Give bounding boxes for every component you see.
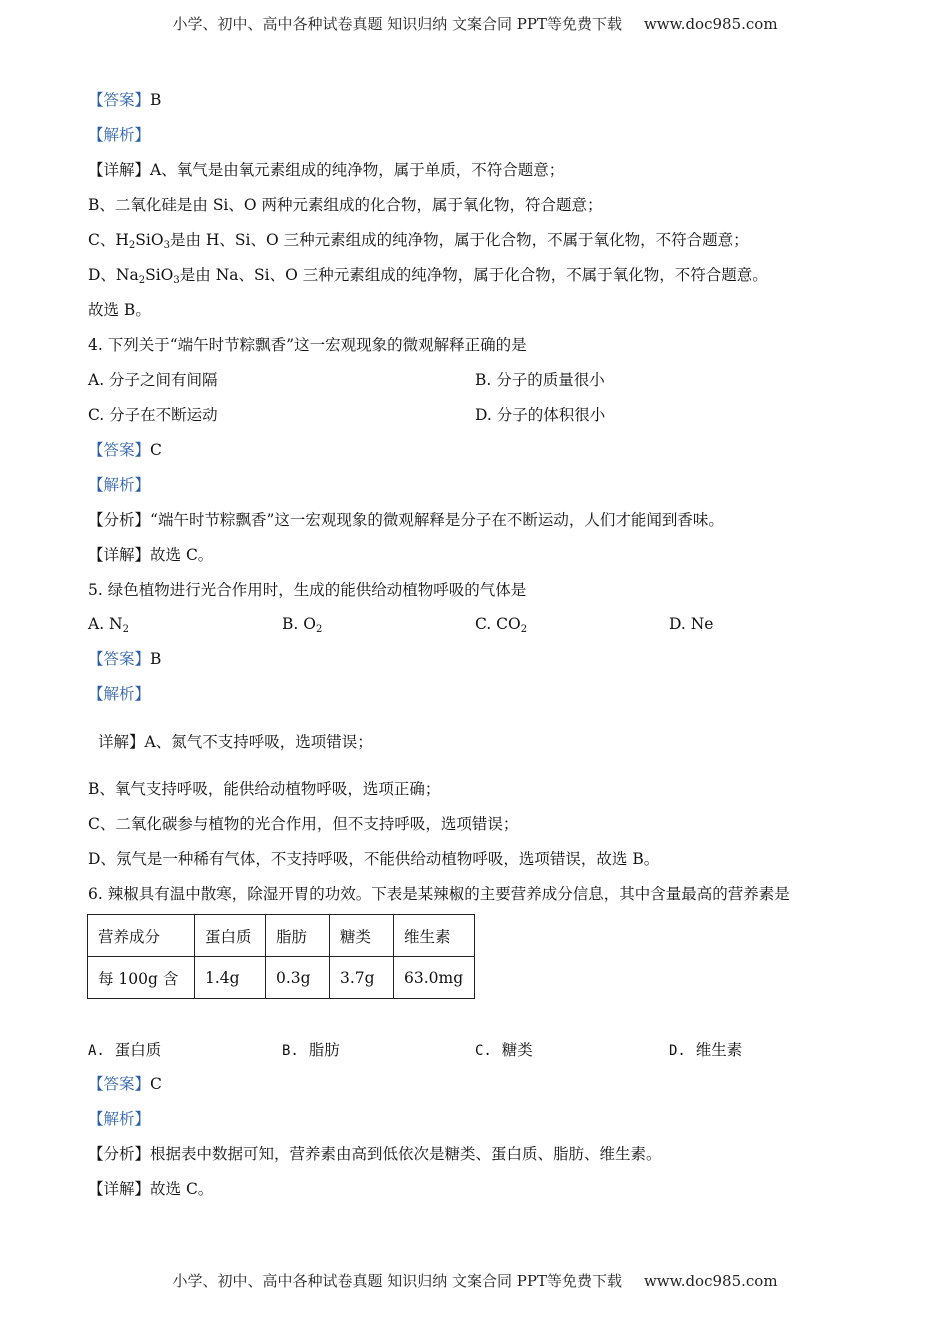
table-cell: 维生素 bbox=[394, 915, 475, 957]
q3-answer-value: B bbox=[150, 91, 162, 109]
q3-answer bbox=[88, 90, 161, 110]
table-cell: 每 100g 含 bbox=[88, 957, 195, 999]
q5-option-a: A. $N_2$ bbox=[88, 615, 129, 635]
q6-question: 6. 辣椒具有温中散寒，除湿开胃的功效。下表是某辣椒的主要营养成分信息，其中含量最高的营养素是 bbox=[88, 885, 790, 903]
q3-detail-a: 【详解】A、氧气是由氧元素组成的纯净物，属于单质，不符合题意； bbox=[88, 161, 565, 179]
q5-detail-d: D、氖气是一种稀有气体，不支持呼吸，不能供给动植物呼吸，选项错误，故选 B。 bbox=[88, 850, 660, 868]
q6-detail: 【详解】故选 C。 bbox=[88, 1180, 214, 1198]
q6-option-a: A. 蛋白质 bbox=[88, 1041, 162, 1059]
q4-option-d: D. 分子的体积很小 bbox=[475, 406, 606, 424]
table-row bbox=[88, 915, 475, 957]
q5-analysis-label: 【解析】 bbox=[88, 685, 151, 703]
q5-detail-a: 详解】A、氮气不支持呼吸，选项错误； bbox=[98, 733, 373, 751]
page-footer bbox=[0, 1270, 950, 1291]
table-cell: 营养成分 bbox=[88, 915, 195, 957]
q3-analysis-label: 【解析】 bbox=[88, 126, 151, 144]
q3-detail-c: C、$H_2SiO_3$是由 H、Si、O 三种元素组成的纯净物，属于化合物，不属于氧化物，不符合题意； bbox=[88, 231, 749, 251]
q4-option-a: A. 分子之间有间隔 bbox=[88, 371, 218, 389]
q3-conclusion: 故选 B。 bbox=[88, 301, 151, 319]
answer-label: 【答案】 bbox=[88, 91, 151, 109]
q4-detail: 【详解】故选 C。 bbox=[88, 546, 214, 564]
table-cell: 脂肪 bbox=[266, 915, 330, 957]
nutrition-table bbox=[87, 914, 475, 999]
q4-question: 4. 下列关于“端午时节粽飘香”这一宏观现象的微观解释正确的是 bbox=[88, 336, 527, 354]
q4-analysis-label: 【解析】 bbox=[88, 476, 151, 494]
q4-answer: 【答案】C bbox=[88, 441, 162, 459]
q5-option-b: B. $O_2$ bbox=[282, 615, 323, 635]
table-row bbox=[88, 957, 475, 999]
header-text: 小学、初中、高中各种试卷真题 知识归纳 文案合同 PPT等免费下载 bbox=[172, 15, 622, 33]
q6-option-d: D. 维生素 bbox=[669, 1041, 743, 1059]
q6-option-c: C. 糖类 bbox=[475, 1041, 533, 1059]
q6-analysis-label: 【解析】 bbox=[88, 1110, 151, 1128]
q3-detail-d: D、$Na_2SiO_3$是由 Na、Si、O 三种元素组成的纯净物，属于化合物，不属于氧化物，不符合题意。 bbox=[88, 266, 768, 286]
q6-option-b: B. 脂肪 bbox=[282, 1041, 340, 1059]
q5-answer: 【答案】B bbox=[88, 650, 162, 668]
footer-text: 小学、初中、高中各种试卷真题 知识归纳 文案合同 PPT等免费下载 bbox=[172, 1272, 622, 1290]
footer-url: www.doc985.com bbox=[643, 1272, 778, 1290]
page-header bbox=[0, 13, 950, 34]
q3-detail-b: B、二氧化硅是由 Si、O 两种元素组成的化合物，属于氧化物，符合题意； bbox=[88, 196, 603, 214]
table-cell: 1.4g bbox=[195, 957, 266, 999]
q4-option-b: B. 分子的质量很小 bbox=[475, 371, 605, 389]
q6-answer: 【答案】C bbox=[88, 1075, 162, 1093]
table-cell: 63.0mg bbox=[394, 957, 475, 999]
table-cell: 3.7g bbox=[330, 957, 394, 999]
q6-fenxi: 【分析】根据表中数据可知，营养素由高到低依次是糖类、蛋白质、脂肪、维生素。 bbox=[88, 1145, 662, 1163]
q5-option-d: D. Ne bbox=[669, 615, 714, 633]
q5-detail-b: B、氧气支持呼吸，能供给动植物呼吸，选项正确； bbox=[88, 780, 441, 798]
table-cell: 蛋白质 bbox=[195, 915, 266, 957]
q5-detail-c: C、二氧化碳参与植物的光合作用，但不支持呼吸，选项错误； bbox=[88, 815, 519, 833]
q4-option-c: C. 分子在不断运动 bbox=[88, 406, 218, 424]
q5-option-c: C. $CO_2$ bbox=[475, 615, 528, 635]
table-cell: 糖类 bbox=[330, 915, 394, 957]
q5-question: 5. 绿色植物进行光合作用时，生成的能供给动植物呼吸的气体是 bbox=[88, 581, 527, 599]
header-url: www.doc985.com bbox=[643, 15, 778, 33]
q4-fenxi: 【分析】“端午时节粽飘香”这一宏观现象的微观解释是分子在不断运动，人们才能闻到香味。 bbox=[88, 511, 724, 529]
table-cell: 0.3g bbox=[266, 957, 330, 999]
